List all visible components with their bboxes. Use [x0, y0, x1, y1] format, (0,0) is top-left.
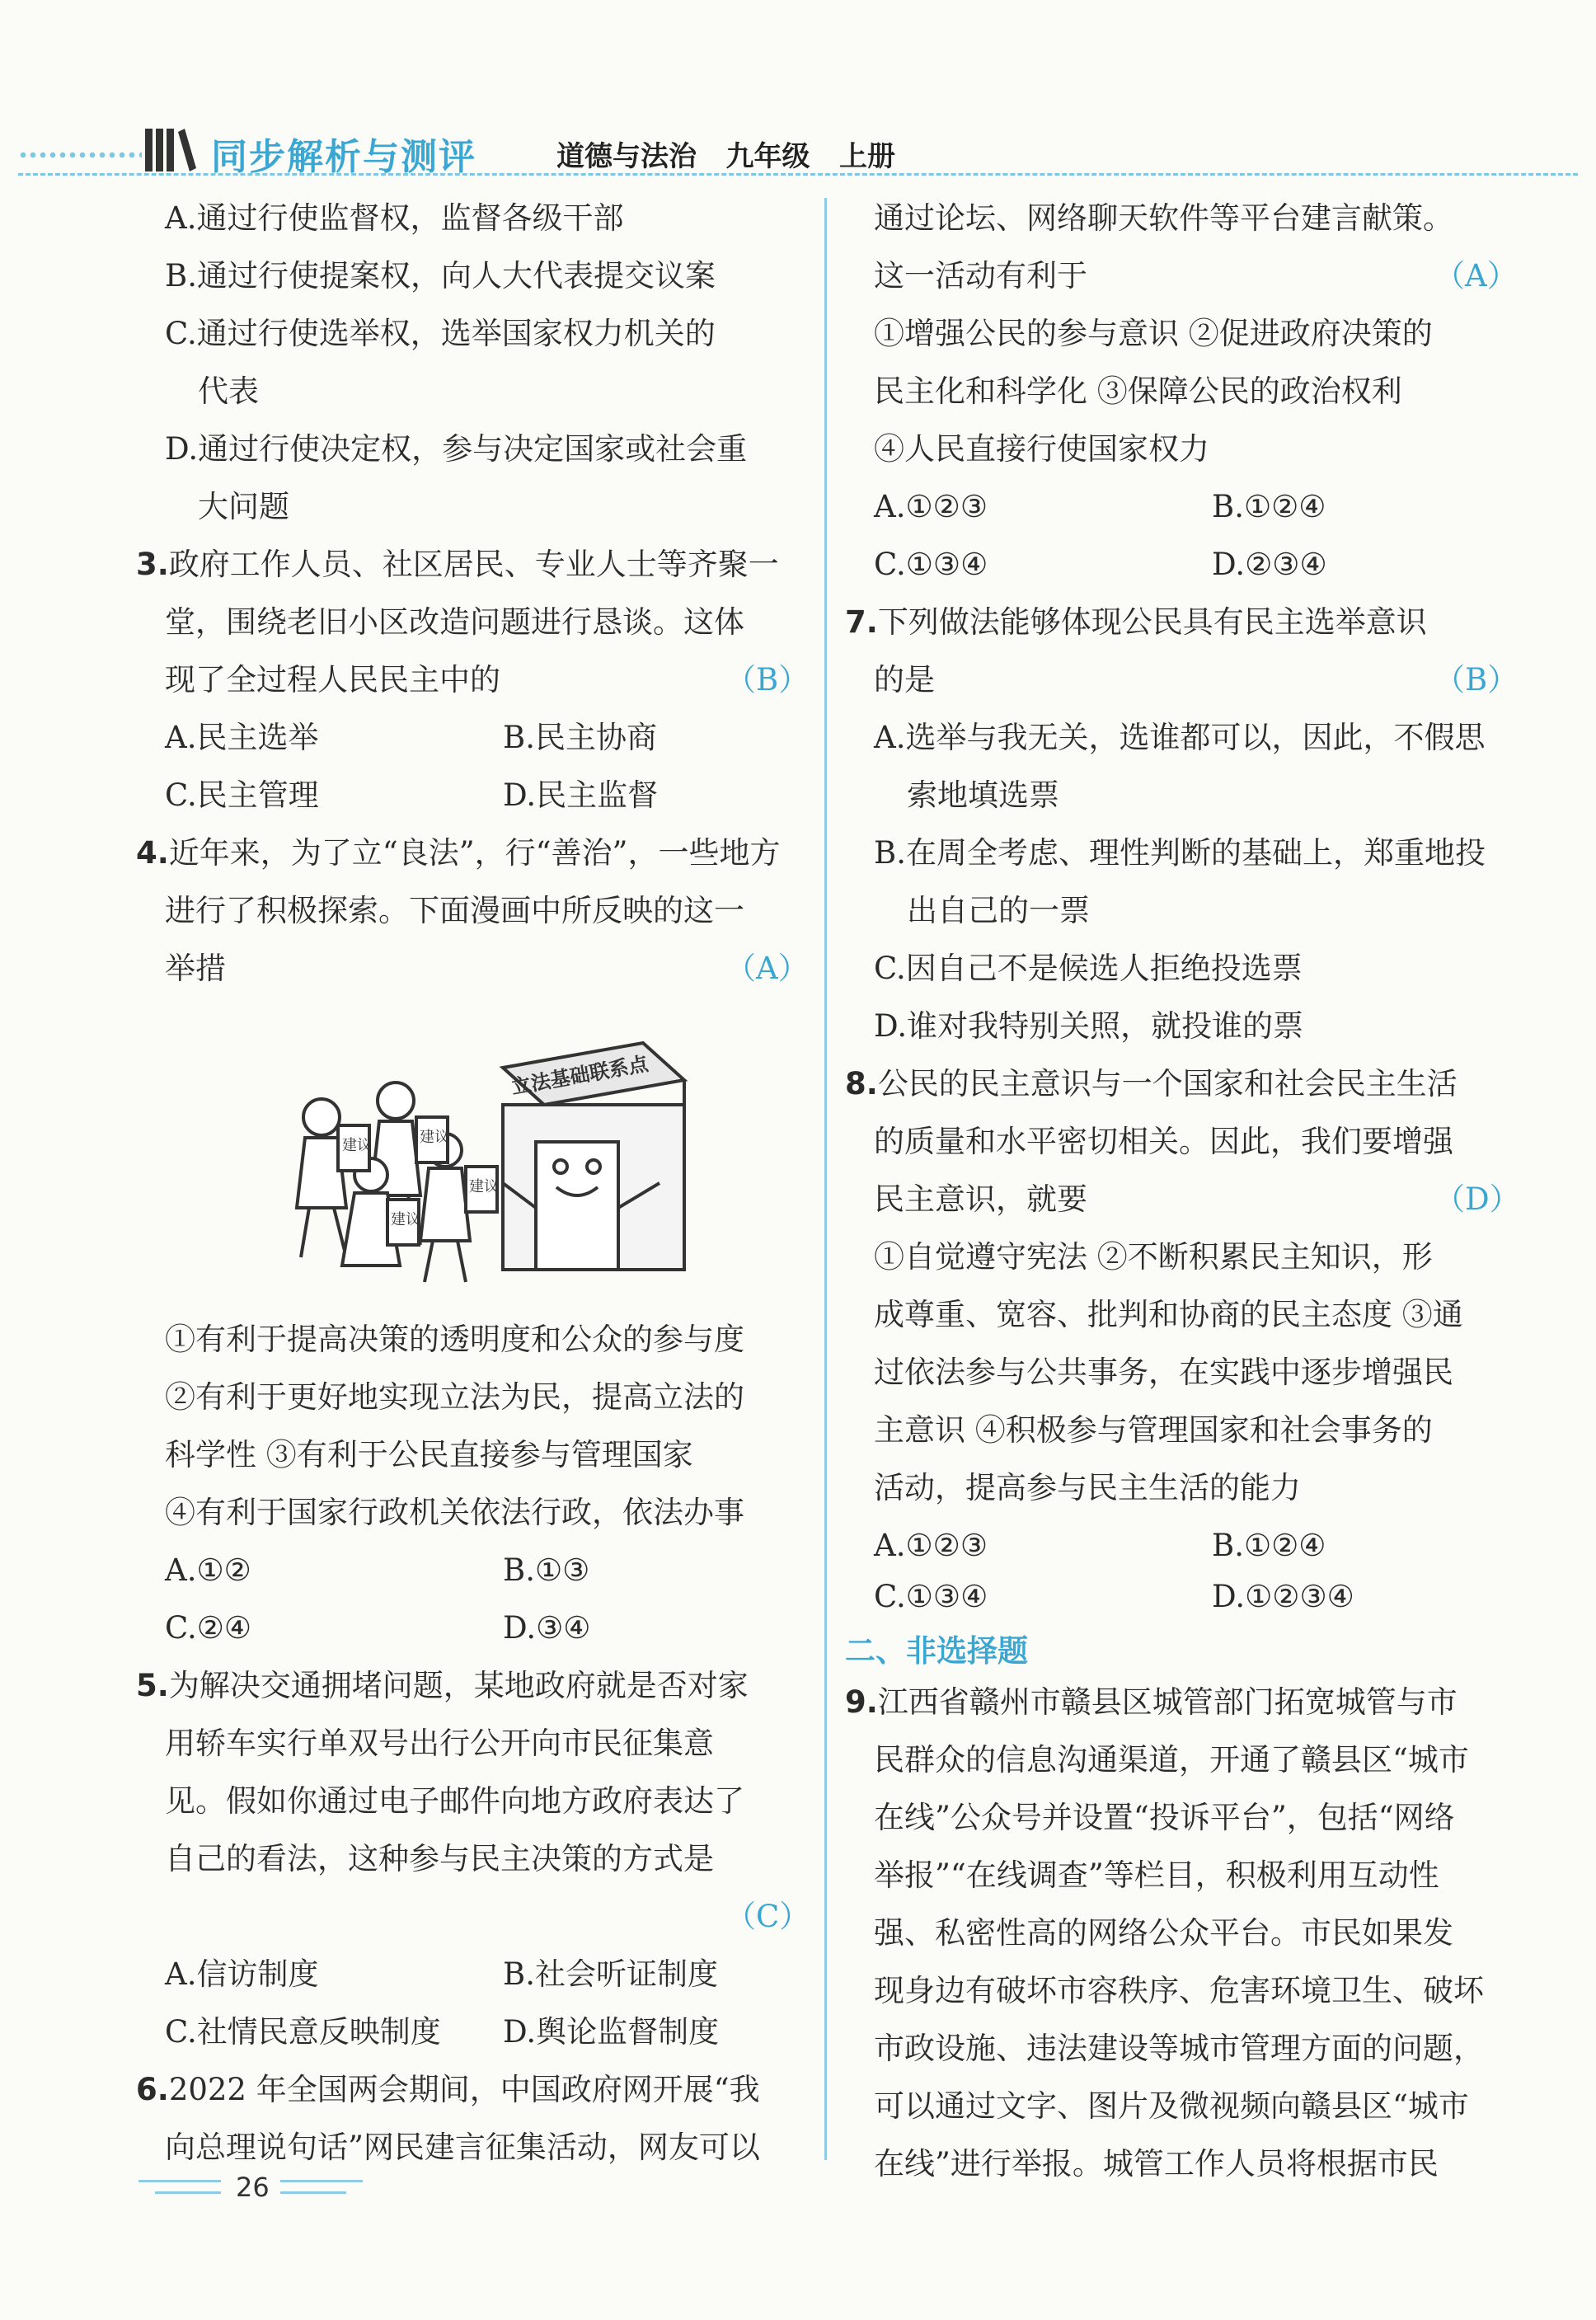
q8-statement-4: 主意识 ④积极参与管理国家和社会事务的 — [874, 1412, 1433, 1448]
q2-option-a: A.通过行使监督权，监督各级干部 — [165, 200, 624, 236]
footer-rule — [280, 2191, 346, 2194]
q3-option-a: A.民主选举 — [165, 720, 319, 755]
q2-option-d-cont: 大问题 — [198, 489, 289, 524]
question-3-line-1: 3.政府工作人员、社区居民、专业人士等齐聚一 — [136, 547, 779, 582]
q7-option-b: B.在周全考虑、理性判断的基础上，郑重地投 — [874, 835, 1486, 871]
q8-option-b: B.①②④ — [1212, 1528, 1326, 1563]
q6-cont-line-1: 通过论坛、网络聊天软件等平台建言献策。 — [874, 200, 1453, 236]
footer-rule — [280, 2180, 363, 2182]
q6-option-a: A.①②③ — [874, 489, 988, 524]
cartoon-paper-text: 建议 — [391, 1211, 420, 1228]
question-6-answer: （A） — [1434, 258, 1518, 294]
brand-title: 同步解析与测评 — [211, 136, 476, 178]
q2-option-d: D.通过行使决定权，参与决定国家或社会重 — [165, 431, 748, 467]
footer-rule — [138, 2180, 221, 2182]
question-7-line-1: 7.下列做法能够体现公民具有民主选举意识 — [845, 604, 1427, 640]
q8-statement-3: 过依法参与公共事务，在实践中逐步增强民 — [874, 1355, 1453, 1390]
question-8-number: 8. — [845, 1066, 878, 1101]
q4-option-a: A.①② — [165, 1552, 251, 1588]
question-8-line-3: 民主意识，就要 — [874, 1181, 1087, 1217]
q4-statement-3: 科学性 ③有利于公民直接参与管理国家 — [165, 1437, 693, 1472]
question-3-line-2: 堂，围绕老旧小区改造问题进行恳谈。这体 — [165, 604, 744, 640]
q4-option-c: C.②④ — [165, 1610, 252, 1646]
question-9-number: 9. — [845, 1684, 878, 1720]
question-8-line-1: 8.公民的民主意识与一个国家和社会民主生活 — [845, 1066, 1458, 1101]
q6-option-b: B.①②④ — [1212, 489, 1326, 524]
question-9-line-3: 在线”公众号并设置“投诉平台”，包括“网络 — [874, 1800, 1455, 1835]
question-4-line-3: 举措 — [165, 951, 226, 986]
cartoon-paper-text: 建议 — [342, 1137, 372, 1154]
question-9-line-8: 可以通过文字、图片及微视频向赣县区“城市 — [874, 2088, 1469, 2124]
question-9-line-1: 9.江西省赣州市赣县区城管部门拓宽城管与市 — [845, 1684, 1458, 1720]
question-3-line-3: 现了全过程人民民主中的 — [165, 662, 500, 697]
header-divider — [18, 173, 1578, 176]
footer-rule — [155, 2191, 221, 2194]
q3-option-c: C.民主管理 — [165, 777, 319, 813]
books-logo-icon — [142, 124, 200, 176]
question-9-line-6: 现身边有破坏市容秩序、危害环境卫生、破坏 — [874, 1973, 1484, 2008]
q2-option-b: B.通过行使提案权，向人大代表提交议案 — [165, 258, 716, 294]
q4-option-b: B.①③ — [503, 1552, 590, 1588]
q5-option-d: D.舆论监督制度 — [503, 2014, 720, 2050]
q2-option-c-cont: 代表 — [198, 373, 259, 409]
q8-statement-2: 成尊重、宽容、批判和协商的民主态度 ③通 — [874, 1297, 1463, 1332]
q5-option-a: A.信访制度 — [165, 1956, 319, 1992]
question-5-line-1: 5.为解决交通拥堵问题，某地政府就是否对家 — [136, 1668, 749, 1703]
question-5-answer: （C） — [725, 1899, 810, 1934]
section-heading: 二、非选择题 — [845, 1633, 1028, 1669]
column-divider — [824, 198, 827, 2160]
question-6-number: 6. — [136, 2072, 169, 2107]
cartoon-paper-text: 建议 — [420, 1129, 449, 1146]
q7-option-a-cont: 索地填选票 — [907, 777, 1059, 813]
question-4-answer: （A） — [725, 951, 809, 986]
q6-statement-2: 民主化和科学化 ③保障公民的政治权利 — [874, 373, 1402, 409]
q5-option-c: C.社情民意反映制度 — [165, 2014, 441, 2050]
cartoon-building-sign: 立法基础联系点 — [509, 1052, 650, 1099]
question-5-line-2: 用轿车实行单双号出行公开向市民征集意 — [165, 1726, 714, 1761]
cartoon-paper-text: 建议 — [469, 1178, 499, 1195]
question-5-number: 5. — [136, 1668, 169, 1703]
q8-option-c: C.①③④ — [874, 1579, 988, 1614]
q7-option-b-cont: 出自己的一票 — [907, 893, 1090, 928]
question-5-line-3: 见。假如你通过电子邮件向地方政府表达了 — [165, 1783, 744, 1819]
q6-option-c: C.①③④ — [874, 547, 988, 582]
question-3-number: 3. — [136, 547, 169, 582]
question-8-line-2: 的质量和水平密切相关。因此，我们要增强 — [874, 1124, 1453, 1159]
question-4-line-2: 进行了积极探索。下面漫画中所反映的这一 — [165, 893, 744, 928]
q3-option-b: B.民主协商 — [503, 720, 657, 755]
question-6-line-2: 向总理说句话”网民建言征集活动，网友可以 — [165, 2130, 760, 2165]
question-7-number: 7. — [845, 604, 878, 640]
q7-option-d: D.谁对我特别关照，就投谁的票 — [874, 1008, 1304, 1044]
q2-option-c: C.通过行使选举权，选举国家权力机关的 — [165, 316, 716, 351]
question-7-line-2: 的是 — [874, 662, 935, 697]
question-9-line-7: 市政设施、违法建设等城市管理方面的问题， — [874, 2031, 1484, 2066]
legislation-cartoon — [256, 1018, 717, 1290]
q8-statement-1: ①自觉遵守宪法 ②不断积累民主知识，形 — [874, 1239, 1433, 1275]
page-footer — [138, 2168, 386, 2210]
q7-option-c: C.因自己不是候选人拒绝投选票 — [874, 951, 1303, 986]
question-9-line-9: 在线”进行举报。城管工作人员将根据市民 — [874, 2146, 1439, 2181]
q4-option-d: D.③④ — [503, 1610, 591, 1646]
question-9-line-5: 强、私密性高的网络公众平台。市民如果发 — [874, 1915, 1453, 1951]
question-9-line-2: 民群众的信息沟通渠道，开通了赣县区“城市 — [874, 1742, 1469, 1778]
q4-statement-2: ②有利于更好地实现立法为民，提高立法的 — [165, 1379, 744, 1415]
question-3-answer: （B） — [725, 662, 810, 697]
question-8-answer: （D） — [1434, 1181, 1520, 1217]
q8-option-d: D.①②③④ — [1212, 1579, 1354, 1614]
question-9-line-4: 举报”“在线调查”等栏目，积极利用互动性 — [874, 1857, 1439, 1893]
question-5-line-4: 自己的看法，这种参与民主决策的方式是 — [165, 1841, 714, 1876]
q3-option-d: D.民主监督 — [503, 777, 659, 813]
question-7-answer: （B） — [1434, 662, 1519, 697]
q6-option-d: D.②③④ — [1212, 547, 1327, 582]
book-subject: 道德与法治 九年级 上册 — [556, 140, 896, 173]
q6-statement-3: ④人民直接行使国家权力 — [874, 431, 1209, 467]
question-6-line-1: 6.2022 年全国两会期间，中国政府网开展“我 — [136, 2072, 760, 2107]
q7-option-a: A.选举与我无关，选谁都可以，因此，不假思 — [874, 720, 1486, 755]
question-4-number: 4. — [136, 835, 169, 871]
q5-option-b: B.社会听证制度 — [503, 1956, 718, 1992]
question-4-line-1: 4.近年来，为了立“良法”，行“善治”，一些地方 — [136, 835, 781, 871]
q6-statement-1: ①增强公民的参与意识 ②促进政府决策的 — [874, 316, 1433, 351]
q8-statement-5: 活动，提高参与民主生活的能力 — [874, 1470, 1301, 1505]
q8-option-a: A.①②③ — [874, 1528, 988, 1563]
q4-statement-1: ①有利于提高决策的透明度和公众的参与度 — [165, 1322, 744, 1357]
q4-statement-4: ④有利于国家行政机关依法行政，依法办事 — [165, 1495, 744, 1530]
header-dots-decoration — [18, 150, 142, 162]
q6-cont-line-2: 这一活动有利于 — [874, 258, 1087, 294]
page-number: 26 — [236, 2172, 270, 2203]
